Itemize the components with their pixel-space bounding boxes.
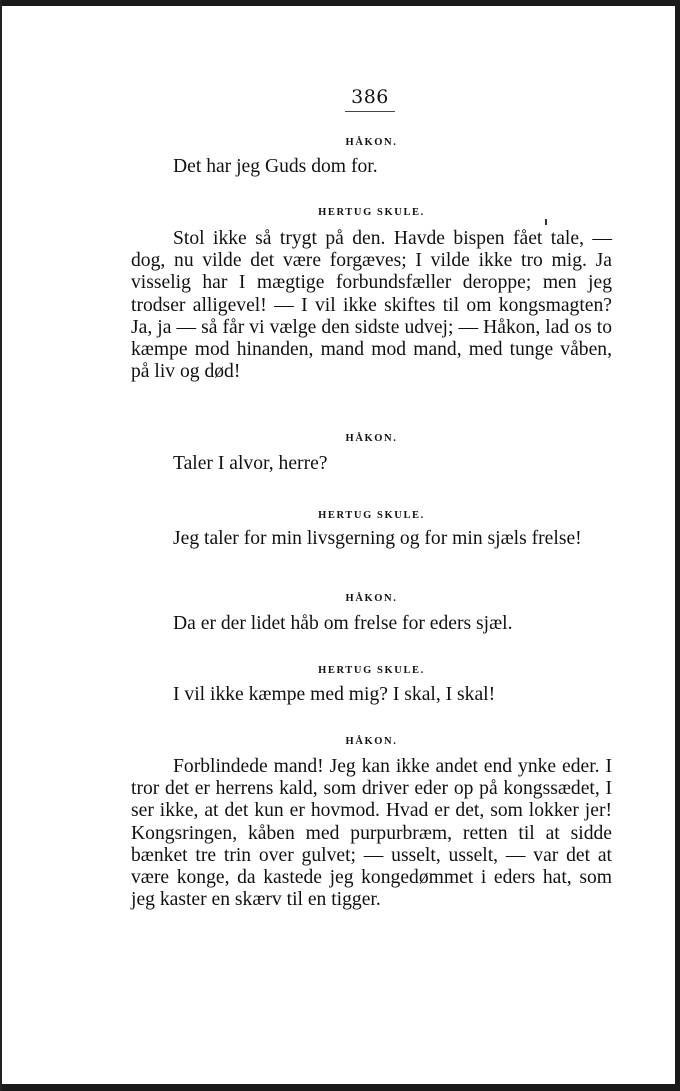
speech-paragraph bbox=[131, 528, 612, 550]
speaker-hertug-skule: HERTUG SKULE. bbox=[318, 510, 425, 521]
speaker-hakon: HÅKON. bbox=[345, 593, 398, 604]
page-border-top bbox=[0, 0, 680, 6]
speaker-hertug-skule: HERTUG SKULE. bbox=[318, 665, 425, 676]
speaker-hakon: HÅKON. bbox=[345, 736, 398, 747]
speech-paragraph bbox=[131, 228, 612, 383]
speech-line bbox=[131, 156, 612, 178]
speech-text: Stol ikke så trygt på den. Havde bispen fået tale, — dog, nu vilde det være forgæves; I vilde ikke tro mig. Ja visselig har I mægtige forbundsfæller deroppe; men jeg trodser alligevel! — I vil ikke skiftes til om kongsmagten? Ja, ja — så får vi vælge den sidste udvej; — Håkon, lad os to kæmpe mod hinanden, mand mod mand, med tunge våben, på liv og død! bbox=[131, 228, 612, 383]
speaker-hakon: HÅKON. bbox=[345, 433, 398, 444]
page-border-bottom bbox=[0, 1084, 680, 1091]
speech-text: Da er der lidet håb om frelse for eders sjæl. bbox=[173, 613, 513, 634]
page-number: 386 bbox=[351, 86, 389, 108]
speech-paragraph bbox=[131, 756, 612, 911]
speech-text: Det har jeg Guds dom for. bbox=[173, 156, 378, 177]
speaker-hakon: HÅKON. bbox=[345, 137, 398, 148]
speech-line bbox=[131, 613, 612, 635]
speech-text: I vil ikke kæmpe med mig? I skal, I skal! bbox=[173, 684, 496, 705]
speech-text: Jeg taler for min livsgerning og for min sjæls frelse! bbox=[173, 528, 582, 549]
speech-text: Forblindede mand! Jeg kan ikke andet end ynke eder. I tror det er herrens kald, som driver eder op på kongssædet, I ser ikke, at det kun er hovmod. Hvad er det, som lokker jer! Kongsringen, kåben med purpurbræm, retten til at sidde bænket tre trin over gulvet; — usselt, usselt, — var det at være konge, da kastede jeg kongedømmet i eders hat, som jeg kaster en skærv til en tigger. bbox=[131, 756, 612, 911]
speaker-hertug-skule: HERTUG SKULE. bbox=[318, 207, 425, 218]
page-border-right bbox=[675, 0, 680, 1091]
page-number-underline bbox=[345, 111, 395, 112]
ink-speck bbox=[545, 219, 547, 225]
page-border-left bbox=[0, 0, 2, 1091]
speech-text: Taler I alvor, herre? bbox=[173, 453, 328, 474]
speech-line bbox=[131, 453, 612, 475]
speech-line bbox=[131, 684, 612, 706]
